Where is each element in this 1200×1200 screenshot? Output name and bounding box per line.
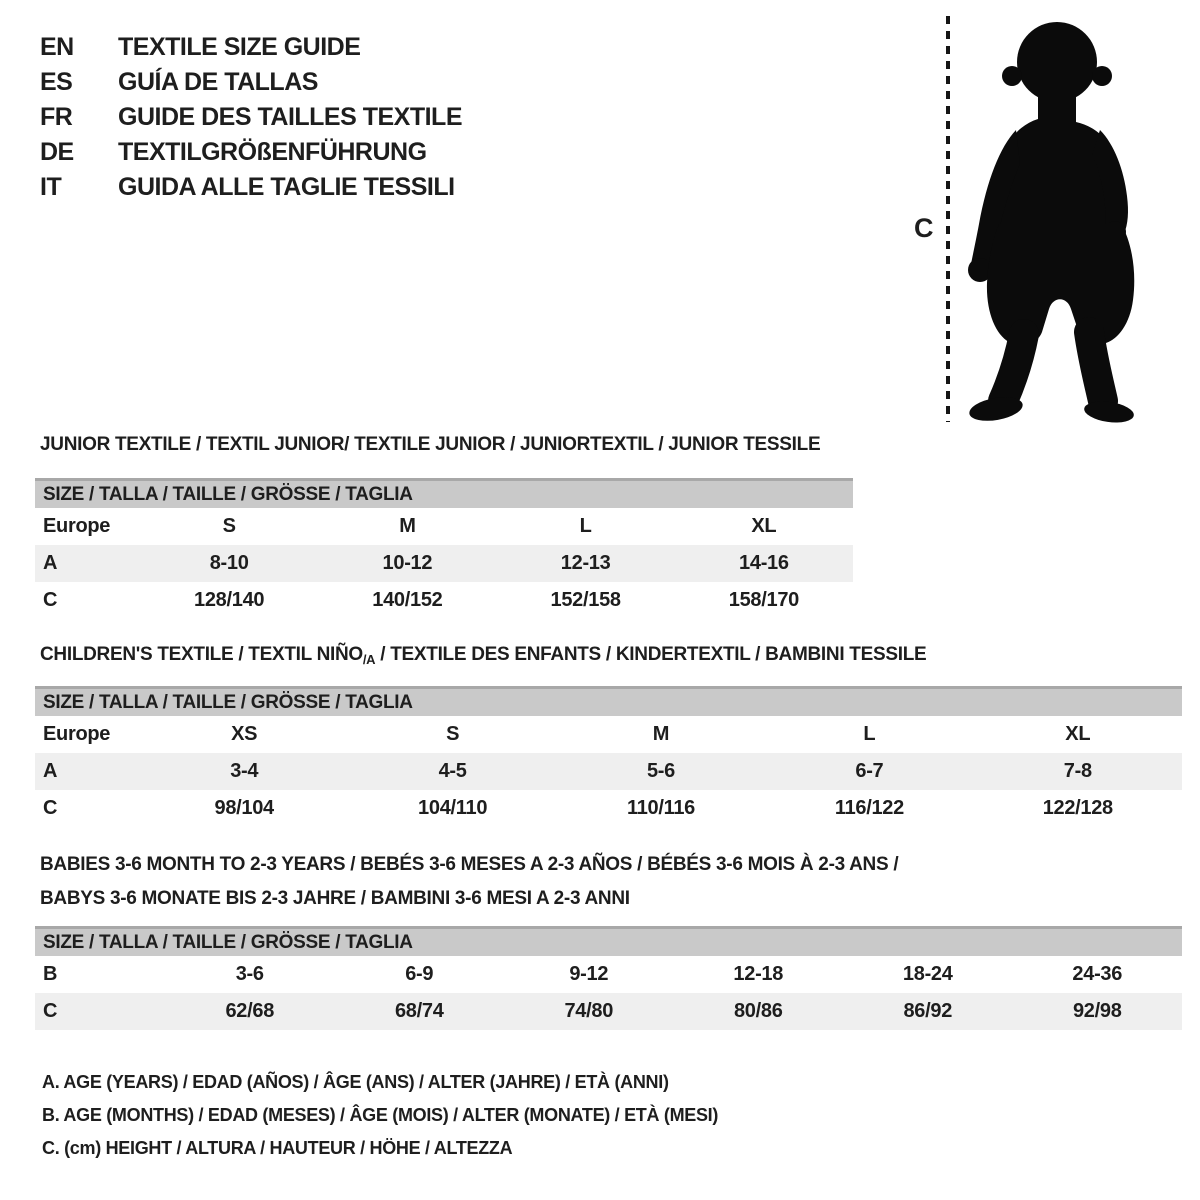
row-label: C	[43, 1000, 58, 1022]
table-cell: M	[399, 515, 416, 537]
table-cell: 128/140	[194, 589, 265, 611]
legend-line-b: B. AGE (MONTHS) / EDAD (MESES) / ÂGE (MOIS) / ALTER (MONATE) / ETÀ (MESI)	[42, 1105, 719, 1125]
table-cell: 7-8	[1063, 760, 1092, 782]
language-row	[40, 65, 462, 100]
legend-line-a: A. AGE (YEARS) / EDAD (AÑOS) / ÂGE (ANS) / ALTER (JAHRE) / ETÀ (ANNI)	[42, 1072, 669, 1092]
children-size-table	[35, 686, 1182, 827]
language-label: GUIDA ALLE TAGLIE TESSILI	[118, 173, 455, 201]
row-label: A	[43, 760, 58, 782]
table-cell: XL	[1065, 723, 1091, 745]
table-cell: 9-12	[569, 963, 609, 985]
language-code: DE	[40, 138, 74, 166]
language-label: GUIDE DES TAILLES TEXTILE	[118, 103, 463, 131]
language-row	[40, 135, 462, 170]
table-cell: 24-36	[1072, 963, 1123, 985]
table-cell: 12-13	[560, 552, 611, 574]
babies-size-table	[35, 926, 1182, 1030]
table-rows	[35, 716, 1182, 827]
table-row	[35, 993, 1182, 1030]
table-row	[35, 753, 1182, 790]
row-label: C	[43, 589, 58, 611]
table-cell: 10-12	[382, 552, 433, 574]
language-header	[40, 30, 462, 205]
table-cell: 92/98	[1072, 1000, 1122, 1022]
table-cell: 80/86	[733, 1000, 783, 1022]
language-code: FR	[40, 103, 73, 131]
table-cell: 6-9	[405, 963, 434, 985]
table-row	[35, 790, 1182, 827]
table-cell: 18-24	[902, 963, 953, 985]
language-row	[40, 170, 462, 205]
table-cell: 98/104	[214, 797, 274, 819]
table-cell: 6-7	[855, 760, 884, 782]
babies-title-line1: BABIES 3-6 MONTH TO 2-3 YEARS / BEBÉS 3-6 MESES A 2-3 AÑOS / BÉBÉS 3-6 MOIS À 2-3 ANS /	[40, 854, 899, 875]
row-label: B	[43, 963, 58, 985]
children-section-title	[40, 644, 926, 667]
row-label: C	[43, 797, 58, 819]
babies-section-title	[40, 848, 898, 916]
legend-line-c: C. (cm) HEIGHT / ALTURA / HAUTEUR / HÖHE / ALTEZZA	[42, 1138, 513, 1158]
language-code: EN	[40, 33, 74, 61]
table-cell: 140/152	[372, 589, 443, 611]
junior-size-table	[35, 478, 853, 619]
table-row	[35, 545, 853, 582]
table-cell: M	[652, 723, 670, 745]
language-code: ES	[40, 68, 73, 96]
table-row	[35, 716, 1182, 753]
table-rows	[35, 956, 1182, 1030]
title-text: CHILDREN'S TEXTILE / TEXTIL NIÑO	[40, 644, 363, 665]
table-cell: 116/122	[834, 797, 904, 819]
table-cell: XS	[231, 723, 258, 745]
language-row	[40, 100, 462, 135]
table-cell: S	[222, 515, 236, 537]
table-cell: 158/170	[728, 589, 799, 611]
table-cell: 86/92	[903, 1000, 953, 1022]
table-cell: 68/74	[394, 1000, 444, 1022]
table-cell: 62/68	[225, 1000, 275, 1022]
language-code: IT	[40, 173, 62, 201]
table-cell: 4-5	[438, 760, 467, 782]
table-cell: 12-18	[733, 963, 784, 985]
table-row	[35, 956, 1182, 993]
table-cell: 74/80	[564, 1000, 614, 1022]
dashed-measure-line-icon	[944, 14, 952, 424]
size-header-bar: SIZE / TALLA / TAILLE / GRÖSSE / TAGLIA	[35, 926, 1182, 956]
table-row	[35, 508, 853, 545]
row-label: Europe	[43, 723, 111, 745]
row-label: Europe	[43, 515, 111, 537]
measure-legend	[42, 1066, 718, 1165]
table-rows	[35, 508, 853, 619]
table-cell: 8-10	[209, 552, 249, 574]
size-header-bar: SIZE / TALLA / TAILLE / GRÖSSE / TAGLIA	[35, 686, 1182, 716]
measure-c-label: C	[914, 213, 934, 243]
table-cell: 122/128	[1042, 797, 1113, 819]
language-label: GUÍA DE TALLAS	[118, 68, 318, 96]
title-text: / TEXTILE DES ENFANTS / KINDERTEXTIL / BAMBINI TESSILE	[375, 644, 927, 665]
toddler-silhouette-icon	[958, 12, 1170, 430]
table-row	[35, 582, 853, 619]
size-header-bar: SIZE / TALLA / TAILLE / GRÖSSE / TAGLIA	[35, 478, 853, 508]
language-label: TEXTILGRÖßENFÜHRUNG	[118, 138, 427, 166]
babies-title-line2: BABYS 3-6 MONATE BIS 2-3 JAHRE / BAMBINI 3-6 MESI A 2-3 ANNI	[40, 888, 630, 909]
table-cell: 3-6	[235, 963, 264, 985]
junior-section-title: JUNIOR TEXTILE / TEXTIL JUNIOR/ TEXTILE JUNIOR / JUNIORTEXTIL / JUNIOR TESSILE	[40, 434, 821, 455]
table-cell: 14-16	[739, 552, 789, 574]
table-cell: L	[579, 515, 592, 537]
language-row	[40, 30, 462, 65]
table-cell: 110/116	[626, 797, 695, 819]
row-label: A	[43, 552, 58, 574]
table-cell: L	[863, 723, 876, 745]
height-measure-figure	[890, 8, 1180, 436]
table-cell: 152/158	[550, 589, 621, 611]
table-cell: 5-6	[646, 760, 675, 782]
table-cell: XL	[751, 515, 777, 537]
language-label: TEXTILE SIZE GUIDE	[118, 33, 361, 61]
table-cell: 104/110	[418, 797, 488, 819]
title-subscript: /A	[362, 652, 376, 667]
table-cell: 3-4	[230, 760, 259, 782]
table-cell: S	[446, 723, 460, 745]
